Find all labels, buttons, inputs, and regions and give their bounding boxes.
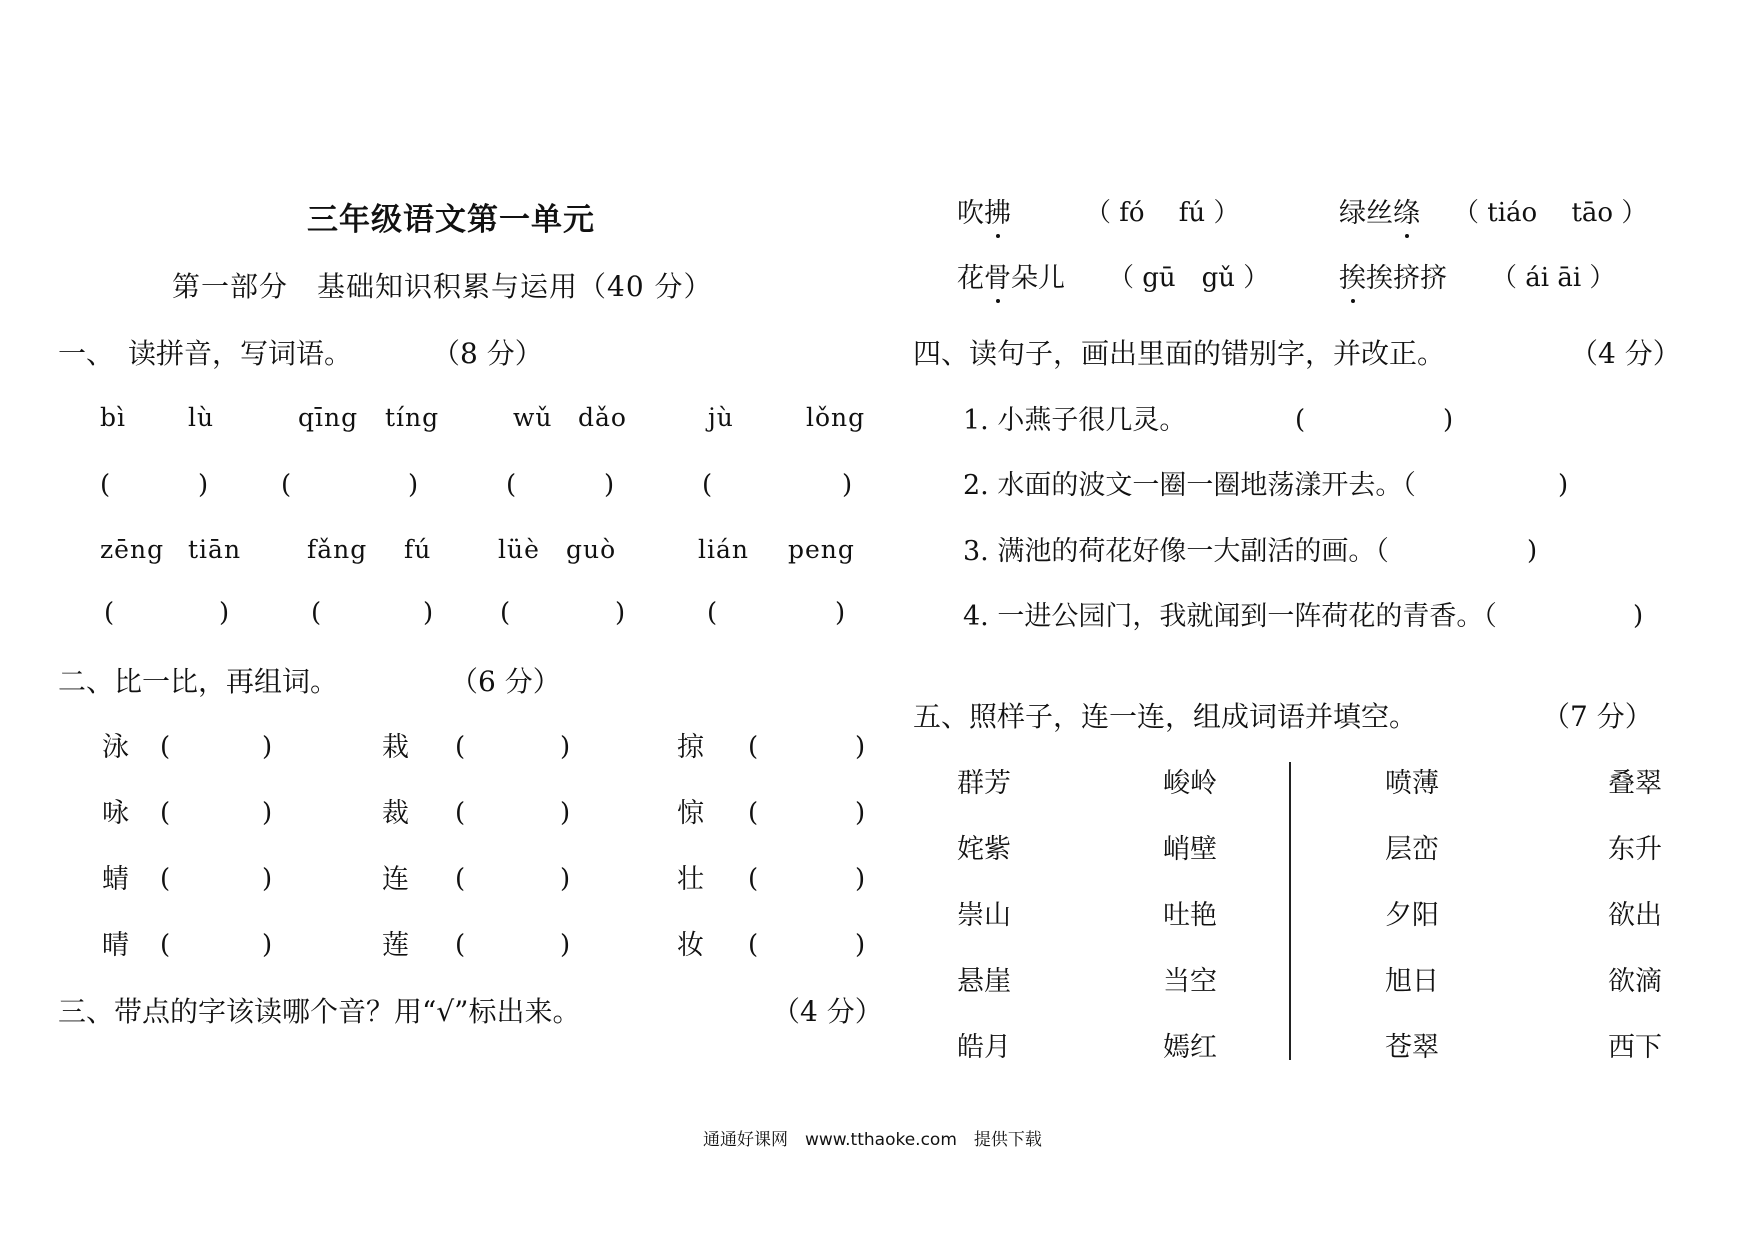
pinyin: lián (698, 535, 749, 564)
char: 惊 (677, 798, 704, 829)
answer-bracket-close: ) (262, 864, 273, 894)
pinyin: jù (708, 403, 734, 432)
q3-word: 挨挨挤挤 (1339, 263, 1447, 294)
answer-bracket-close: ) (855, 864, 866, 894)
q5-word: 层峦 (1385, 834, 1439, 865)
pinyin: wǔ (513, 403, 553, 432)
answer-bracket-close: ) (604, 470, 615, 500)
q5-score: （7 分） (1542, 700, 1653, 733)
q5-word: 吐艳 (1163, 900, 1217, 931)
answer-bracket-open: ( (748, 798, 759, 828)
char: 栽 (382, 732, 409, 763)
answer-bracket-close: ) (835, 598, 846, 628)
q4-heading: 四、读句子，画出里面的错别字，并改正。 (913, 337, 1446, 370)
q5-word: 当空 (1163, 966, 1217, 997)
answer-bracket-close: ) (560, 864, 571, 894)
pinyin: dǎo (578, 403, 627, 432)
char: 咏 (102, 798, 129, 829)
q5-heading: 五、照样子，连一连，组成词语并填空。 (913, 700, 1418, 733)
q5-word: 峻岭 (1163, 768, 1217, 799)
answer-bracket-close: ) (560, 732, 571, 762)
answer-bracket-close: ) (855, 732, 866, 762)
answer-bracket-close: ) (842, 470, 853, 500)
q5-word: 悬崖 (957, 966, 1011, 997)
char: 晴 (102, 930, 129, 961)
q3-word: 花骨朵儿 (957, 263, 1065, 294)
answer-bracket-open: ( (1295, 405, 1306, 435)
answer-bracket-open: ( (748, 732, 759, 762)
q5-word: 峭壁 (1163, 834, 1217, 865)
q5-word: 东升 (1608, 834, 1662, 865)
q5-word: 欲出 (1608, 900, 1662, 931)
char: 连 (382, 864, 409, 895)
answer-bracket-close: ) (198, 470, 209, 500)
q5-word: 西下 (1608, 1032, 1662, 1063)
pinyin: tíng (385, 403, 440, 432)
pinyin: zēng (100, 535, 165, 564)
q3-options: （ fó fú ） (1085, 198, 1240, 228)
answer-bracket-close: ) (262, 798, 273, 828)
answer-bracket-open: ( (455, 930, 466, 960)
answer-bracket-open: ( (455, 864, 466, 894)
answer-bracket-close: ) (560, 798, 571, 828)
answer-bracket-close: ) (1527, 536, 1538, 566)
pinyin: fǎng (307, 535, 368, 564)
q3-word: 绿丝绦 (1339, 198, 1420, 229)
q5-word: 崇山 (957, 900, 1011, 931)
q5-word: 喷薄 (1385, 768, 1439, 799)
pinyin: tiān (188, 535, 242, 564)
answer-bracket-close: ) (423, 598, 434, 628)
answer-bracket-close: ) (262, 732, 273, 762)
pinyin: bì (100, 403, 126, 432)
char: 壮 (677, 864, 704, 895)
q3-options: （ tiáo tāo ） (1453, 198, 1648, 228)
q3-score: （4 分） (772, 995, 883, 1028)
char: 莲 (382, 930, 409, 961)
q4-sentence: 3. 满池的荷花好像一大副活的画。（ (963, 536, 1389, 567)
pinyin: peng (788, 535, 855, 564)
char: 裁 (382, 798, 409, 829)
char: 妆 (677, 930, 704, 961)
q5-word: 皓月 (957, 1032, 1011, 1063)
answer-bracket-close: ) (560, 930, 571, 960)
page-title: 三年级语文第一单元 (307, 202, 595, 238)
answer-bracket-open: ( (748, 864, 759, 894)
q1-score: （8 分） (432, 337, 543, 370)
answer-bracket-open: ( (707, 598, 718, 628)
q3-word: 吹拂 (957, 198, 1011, 229)
answer-bracket-close: ) (219, 598, 230, 628)
answer-bracket-open: ( (281, 470, 292, 500)
answer-bracket-open: ( (455, 732, 466, 762)
q5-word: 群芳 (957, 768, 1011, 799)
footer-credit: 通通好课网 www.tthaoke.com 提供下载 (703, 1130, 1042, 1150)
section-subtitle: 第一部分 基础知识积累与运用（40 分） (172, 270, 713, 303)
answer-bracket-close: ) (855, 798, 866, 828)
answer-bracket-open: ( (455, 798, 466, 828)
pinyin: lǒng (806, 403, 866, 432)
answer-bracket-close: ) (262, 930, 273, 960)
column-divider (1289, 762, 1291, 1060)
q5-word: 叠翠 (1608, 768, 1662, 799)
answer-bracket-open: ( (506, 470, 517, 500)
char: 泳 (102, 732, 129, 763)
answer-bracket-open: ( (160, 864, 171, 894)
q5-word: 姹紫 (957, 834, 1011, 865)
char: 掠 (677, 732, 704, 763)
answer-bracket-open: ( (748, 930, 759, 960)
q1-heading: 一、 读拼音，写词语。 (58, 337, 353, 370)
q5-word: 嫣红 (1163, 1032, 1217, 1063)
pinyin: lù (188, 403, 215, 432)
q2-heading: 二、比一比，再组词。 (58, 665, 339, 698)
q5-word: 夕阳 (1385, 900, 1439, 931)
q5-word: 欲滴 (1608, 966, 1662, 997)
q3-heading: 三、带点的字该读哪个音？用“√”标出来。 (58, 995, 581, 1028)
pinyin: fú (404, 535, 432, 564)
answer-bracket-open: ( (160, 930, 171, 960)
q4-score: （4 分） (1570, 337, 1681, 370)
answer-bracket-close: ) (615, 598, 626, 628)
answer-bracket-open: ( (311, 598, 322, 628)
answer-bracket-close: ) (1443, 405, 1454, 435)
q5-word: 旭日 (1385, 966, 1439, 997)
q5-word: 苍翠 (1385, 1032, 1439, 1063)
char: 蜻 (102, 864, 129, 895)
pinyin: qīng (298, 403, 359, 432)
answer-bracket-open: ( (104, 598, 115, 628)
answer-bracket-close: ) (855, 930, 866, 960)
q3-options: （ ái āi ） (1491, 263, 1616, 293)
answer-bracket-open: ( (160, 798, 171, 828)
pinyin: guò (566, 535, 617, 564)
q4-sentence: 2. 水面的波文一圈一圈地荡漾开去。（ (963, 470, 1416, 501)
answer-bracket-close: ) (1633, 601, 1644, 631)
answer-bracket-close: ) (1558, 470, 1569, 500)
answer-bracket-open: ( (160, 732, 171, 762)
answer-bracket-close: ) (408, 470, 419, 500)
q3-options: （ gū gǔ ） (1108, 263, 1270, 293)
pinyin: lüè (498, 535, 540, 564)
answer-bracket-open: ( (500, 598, 511, 628)
q4-sentence: 1. 小燕子很几灵。 (963, 405, 1187, 436)
q4-sentence: 4. 一进公园门，我就闻到一阵荷花的青香。（ (963, 601, 1497, 632)
answer-bracket-open: ( (702, 470, 713, 500)
answer-bracket-open: ( (100, 470, 111, 500)
q2-score: （6 分） (450, 665, 561, 698)
